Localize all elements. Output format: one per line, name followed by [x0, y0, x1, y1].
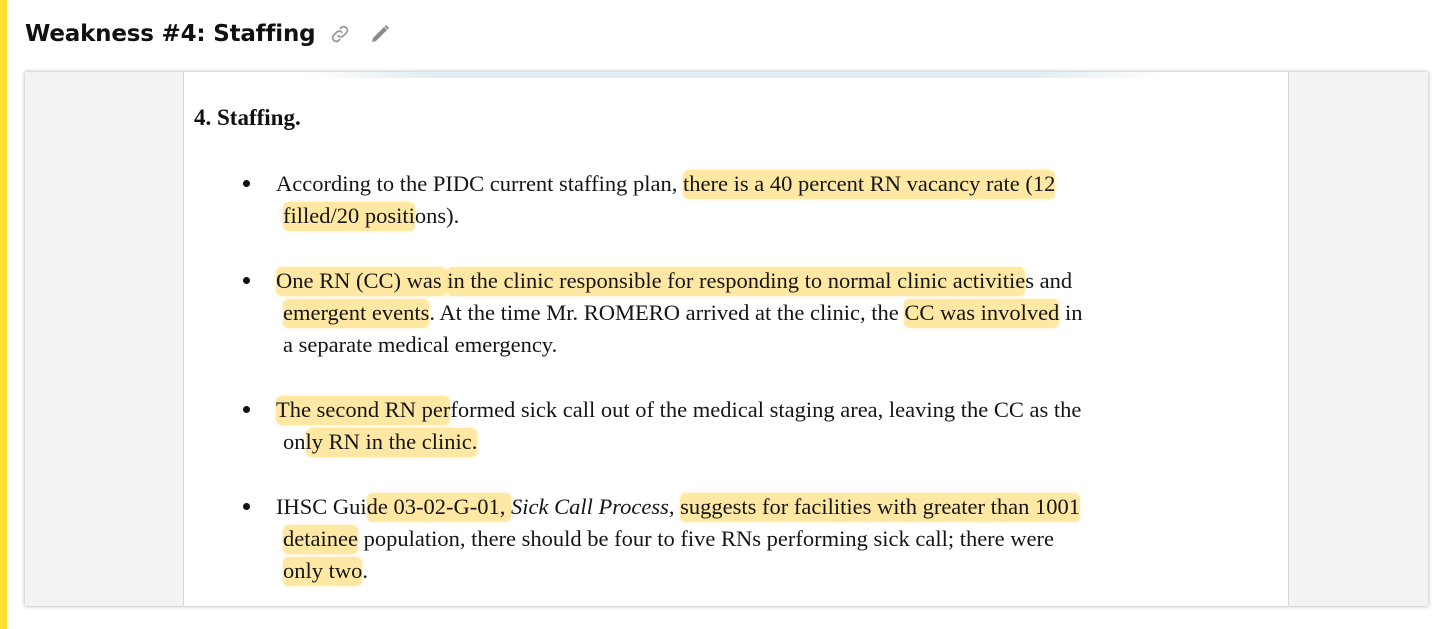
faded-previous-line [304, 72, 1164, 78]
section-header [25, 14, 395, 54]
document-image-frame [25, 72, 1428, 606]
text-run: IHSC Gui [276, 494, 367, 519]
text-run: According to the PIDC current staffing plan, [276, 171, 683, 196]
text-run: . [362, 558, 369, 583]
highlighted-text: there is a 40 percent RN vacancy rate (12 [683, 170, 1055, 199]
doc-line [283, 202, 459, 230]
highlighted-text: detainee [283, 525, 358, 554]
highlighted-text: emergent events [283, 299, 429, 328]
italic-title: Sick Call Process [510, 494, 669, 519]
doc-line [283, 525, 1054, 553]
text-run: formed sick call out of the medical staging area, leaving the CC as the [450, 397, 1082, 422]
text-run: on [283, 429, 306, 454]
document-heading: 4. Staffing. [194, 105, 301, 130]
doc-line [276, 267, 1072, 295]
text-run: s and [1025, 268, 1073, 293]
doc-line [276, 396, 1081, 424]
bullet-icon [243, 503, 250, 510]
highlighted-text: de 03-02-G-01, [367, 493, 511, 522]
text-run: a separate medical emergency. [283, 332, 558, 357]
highlighted-text: suggests for facilities with greater than 1001 [680, 493, 1080, 522]
highlighted-text: CC was involved [904, 299, 1059, 328]
doc-line [276, 493, 1080, 521]
pencil-icon[interactable] [365, 19, 395, 49]
doc-line [283, 331, 557, 359]
text-run: in [1059, 300, 1083, 325]
highlighted-text: One RN (CC) was [276, 267, 447, 296]
doc-line [276, 170, 1055, 198]
text-run: population, there should be four to five RNs performing sick call; there were [357, 526, 1055, 551]
text-run: . At the time Mr. ROMERO arrived at the clinic, the [429, 300, 905, 325]
document-scan [183, 72, 1289, 606]
text-run: ons). [414, 203, 460, 228]
link-icon[interactable] [325, 19, 355, 49]
highlighted-text: in the clinic responsible for responding to normal clinic activitie [447, 267, 1025, 296]
doc-line [283, 299, 1082, 327]
accent-bar [0, 0, 7, 629]
highlighted-text: ly RN in the clinic. [306, 428, 478, 457]
bullet-icon [243, 406, 250, 413]
doc-line [283, 557, 368, 585]
bullet-icon [243, 277, 250, 284]
highlighted-text: filled/20 positi [283, 202, 415, 231]
bullet-icon [243, 180, 250, 187]
section-title: Weakness #4: Staffing [25, 21, 316, 47]
highlighted-text: only two [283, 557, 362, 586]
text-run: , [668, 494, 681, 519]
doc-line [283, 428, 477, 456]
highlighted-text: The second RN per [276, 396, 450, 425]
